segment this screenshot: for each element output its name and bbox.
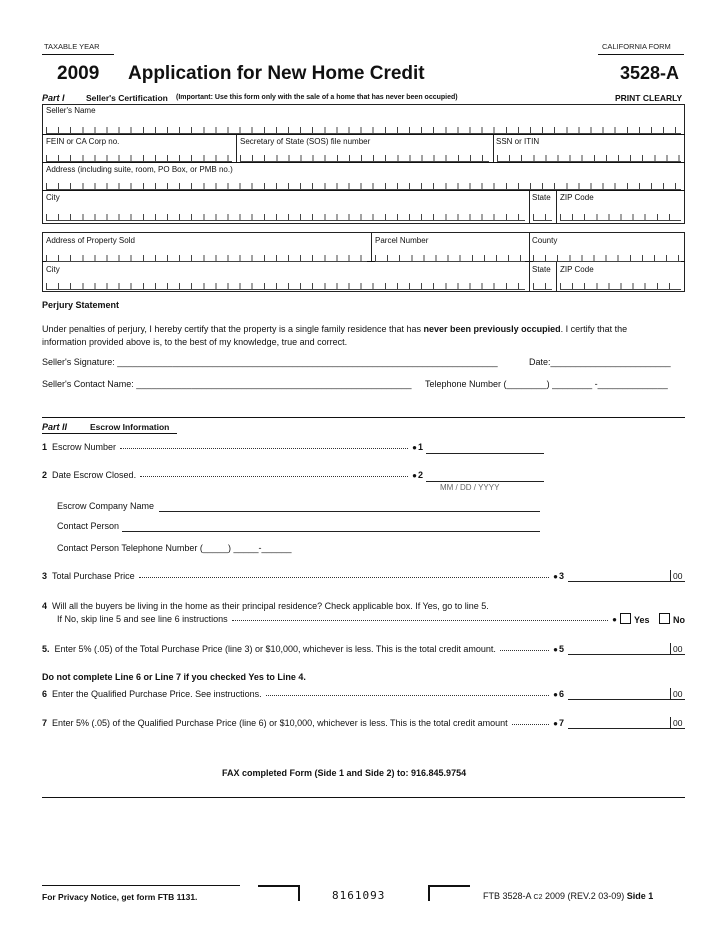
sellers-name-field[interactable] bbox=[46, 127, 681, 134]
escrow-date-field[interactable] bbox=[426, 481, 544, 482]
perjury-text-line2: information provided above is, to the best of my knowledge, true and correct. bbox=[42, 337, 348, 347]
contact-person-field[interactable] bbox=[122, 531, 540, 532]
state-field[interactable] bbox=[533, 214, 552, 221]
line7-num: 7 bbox=[42, 718, 48, 728]
zip-field[interactable] bbox=[560, 214, 681, 221]
line6-ref: 6 bbox=[559, 689, 565, 699]
form-year: 2009 bbox=[57, 63, 100, 84]
signature-date[interactable]: Date:________________________ bbox=[529, 357, 671, 367]
line2-text: Date Escrow Closed. bbox=[52, 470, 137, 480]
fein-field[interactable] bbox=[46, 155, 232, 162]
line5-ref: 5 bbox=[559, 644, 565, 654]
perjury-text-bold: never been previously occupied bbox=[423, 324, 561, 334]
no-option[interactable] bbox=[659, 613, 685, 625]
city-label: City bbox=[46, 193, 60, 202]
line3-text: Total Purchase Price bbox=[52, 571, 135, 581]
state2-label: State bbox=[532, 265, 551, 274]
county-label: County bbox=[532, 236, 558, 245]
escrow-company-label: Escrow Company Name bbox=[57, 501, 155, 511]
yes-option[interactable] bbox=[620, 613, 650, 625]
property-address-label: Address of Property Sold bbox=[46, 236, 135, 245]
line6-cents: 00 bbox=[673, 689, 683, 699]
line7-field[interactable] bbox=[568, 728, 685, 729]
sos-label: Secretary of State (SOS) file number bbox=[240, 137, 371, 146]
total-purchase-price-field[interactable] bbox=[568, 581, 685, 582]
fein-label: FEIN or CA Corp no. bbox=[46, 137, 120, 146]
sellers-name-label: Seller's Name bbox=[46, 106, 96, 115]
part2-label: Part II bbox=[42, 422, 68, 432]
line7-text: Enter 5% (.05) of the Qualified Purchase Price (line 6) or $10,000, whichever is less. This is the total credit amount bbox=[52, 718, 508, 728]
contact-person-phone[interactable]: Contact Person Telephone Number (_____) _____-______ bbox=[57, 543, 292, 553]
state-label: State bbox=[532, 193, 551, 202]
part2-heading: Escrow Information bbox=[90, 422, 170, 432]
privacy-notice: For Privacy Notice, get form FTB 1131. bbox=[42, 892, 198, 902]
city-field[interactable] bbox=[46, 214, 525, 221]
seller-telephone[interactable]: Telephone Number (________) ________ -______________ bbox=[425, 379, 668, 389]
sos-field[interactable] bbox=[240, 155, 489, 162]
line4-text-main: Will all the buyers be living in the home as their principal residence? Check applicable box. If Yes, go to line 5. bbox=[52, 601, 489, 611]
zip2-field[interactable] bbox=[560, 283, 681, 290]
line2-ref: 2 bbox=[418, 470, 424, 480]
footer-rev: 2009 (REV.2 03-09) bbox=[545, 891, 625, 901]
escrow-company-field[interactable] bbox=[159, 511, 540, 512]
line1-ref: 1 bbox=[418, 442, 424, 452]
parcel-label: Parcel Number bbox=[375, 236, 429, 245]
footer-side: Side 1 bbox=[626, 891, 654, 901]
line6-num: 6 bbox=[42, 689, 48, 699]
line4-text bbox=[42, 601, 489, 611]
perjury-text-a: Under penalties of perjury, I hereby certify that the property is a single family residence that has bbox=[42, 324, 424, 334]
county-field[interactable] bbox=[533, 255, 681, 262]
seller-contact-name[interactable]: Seller's Contact Name: _______________________________________________________ bbox=[42, 379, 412, 389]
escrow-number-field[interactable] bbox=[426, 453, 544, 454]
part1-note: (Important: Use this form only with the sale of a home that has never been occupied) bbox=[176, 94, 458, 101]
ssn-field[interactable] bbox=[497, 155, 681, 162]
part1-heading: Seller's Certification bbox=[86, 93, 168, 103]
perjury-text-b: . I certify that the bbox=[560, 324, 628, 334]
line5-text: Enter 5% (.05) of the Total Purchase Price (line 3) or $10,000, whichever is less. This is the total credit amount. bbox=[54, 644, 496, 654]
line7-row: 7 Enter 5% (.05) of the Qualified Purchase Price (line 6) or $10,000, whichever is less. This is the total credit amount ● bbox=[42, 718, 558, 728]
line4-row2: If No, skip line 5 and see line 6 instructions ● bbox=[57, 614, 617, 624]
line6-field[interactable] bbox=[568, 699, 685, 700]
line5-cents: 00 bbox=[673, 644, 683, 654]
form-code: 8161093 bbox=[332, 889, 386, 902]
line6-text: Enter the Qualified Purchase Price. See instructions. bbox=[52, 689, 262, 699]
line1-num: 1 bbox=[42, 442, 48, 452]
city2-field[interactable] bbox=[46, 283, 525, 290]
line4-num: 4 bbox=[42, 601, 48, 611]
california-form-label: CALIFORNIA FORM bbox=[602, 42, 671, 51]
line7-ref: 7 bbox=[559, 718, 565, 728]
line3-num: 3 bbox=[42, 571, 48, 581]
line5-row: 5. Enter 5% (.05) of the Total Purchase Price (line 3) or $10,000, whichever is less. This is the total credit amount. ● bbox=[42, 644, 558, 654]
state2-field[interactable] bbox=[533, 283, 552, 290]
line5-field[interactable] bbox=[568, 654, 685, 655]
line1-text: Escrow Number bbox=[52, 442, 117, 452]
line1-row: 1 Escrow Number ● bbox=[42, 442, 417, 452]
form-title: Application for New Home Credit bbox=[128, 63, 425, 84]
zip-label: ZIP Code bbox=[560, 193, 594, 202]
address-label: Address (including suite, room, PO Box, or PMB no.) bbox=[46, 165, 233, 174]
date-format-hint: MM / DD / YYYY bbox=[440, 483, 500, 492]
zip2-label: ZIP Code bbox=[560, 265, 594, 274]
line7-cents: 00 bbox=[673, 718, 683, 728]
parcel-field[interactable] bbox=[375, 255, 525, 262]
line5-num: 5. bbox=[42, 644, 50, 654]
address-field[interactable] bbox=[46, 183, 681, 190]
line4-text2: If No, skip line 5 and see line 6 instructions bbox=[57, 614, 228, 624]
contact-person-label: Contact Person bbox=[57, 521, 120, 531]
footer-form-ref bbox=[483, 891, 653, 901]
seller-info-box bbox=[42, 104, 685, 224]
footer-form-name: FTB 3528-A bbox=[483, 891, 532, 901]
yes-checkbox[interactable] bbox=[620, 613, 631, 624]
line6-row: 6 Enter the Qualified Purchase Price. See instructions. ● bbox=[42, 689, 558, 699]
yes-label: Yes bbox=[634, 615, 650, 625]
fax-instructions: FAX completed Form (Side 1 and Side 2) to: 916.845.9754 bbox=[222, 768, 467, 778]
perjury-heading: Perjury Statement bbox=[42, 300, 120, 310]
footer-c2: C2 bbox=[533, 894, 543, 901]
ssn-label: SSN or ITIN bbox=[496, 137, 540, 146]
print-clearly: PRINT CLEARLY bbox=[615, 93, 683, 103]
city2-label: City bbox=[46, 265, 60, 274]
line2-row: 2 Date Escrow Closed. ● bbox=[42, 470, 417, 480]
line2-num: 2 bbox=[42, 470, 48, 480]
perjury-text bbox=[42, 324, 692, 334]
line3-cents: 00 bbox=[673, 571, 683, 581]
seller-signature[interactable]: Seller's Signature: ____________________________________________________________________________ bbox=[42, 357, 498, 367]
line3-row: 3 Total Purchase Price ● bbox=[42, 571, 558, 581]
property-address-field[interactable] bbox=[46, 255, 367, 262]
taxable-year-label: TAXABLE YEAR bbox=[44, 42, 100, 51]
note-67: Do not complete Line 6 or Line 7 if you checked Yes to Line 4. bbox=[42, 672, 306, 682]
no-label: No bbox=[673, 615, 685, 625]
part1-label: Part I bbox=[42, 93, 65, 103]
form-number: 3528-A bbox=[620, 63, 680, 83]
no-checkbox[interactable] bbox=[659, 613, 670, 624]
line3-ref: 3 bbox=[559, 571, 565, 581]
